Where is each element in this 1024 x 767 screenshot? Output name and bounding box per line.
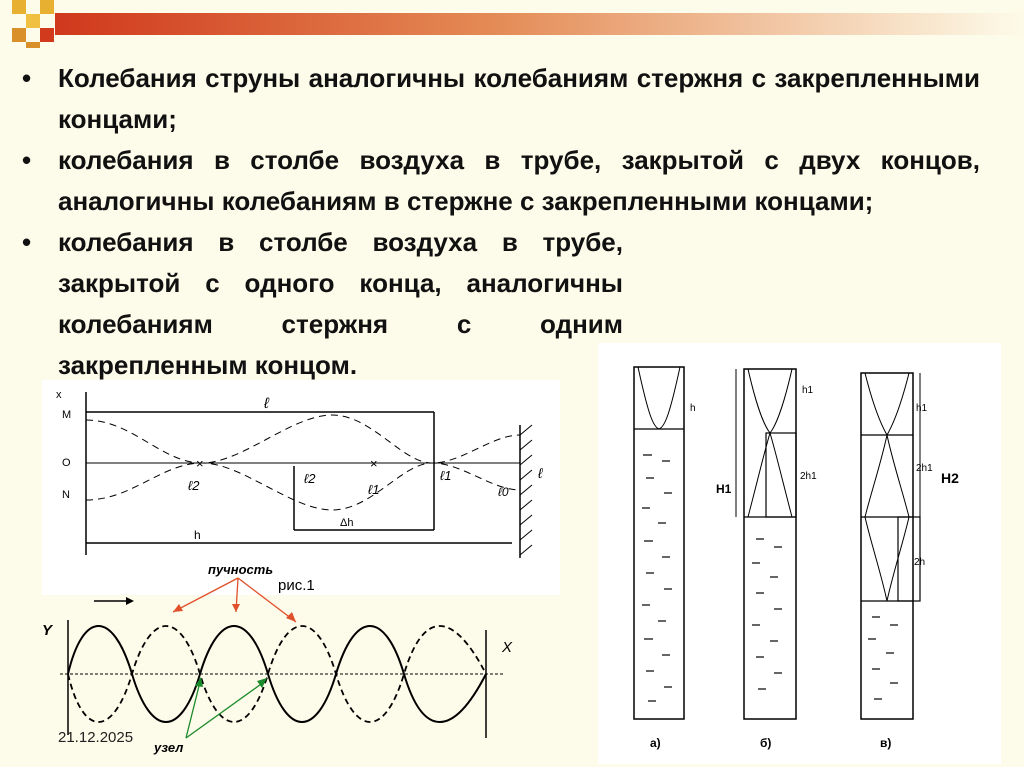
tube-c-2h1-label: 2h1	[916, 463, 933, 474]
figure-caption: рис.1	[278, 577, 315, 594]
node-label: узел	[154, 740, 184, 755]
tube-c-water-marks	[868, 617, 898, 699]
l-end-label: ℓ	[538, 465, 543, 481]
l1-label-a: ℓ1	[368, 482, 380, 497]
tube-c-label: в)	[880, 736, 892, 750]
tube-b-mode-2	[748, 369, 792, 517]
node-mark-2: ×	[370, 456, 378, 471]
tube-a-h-label: h	[690, 403, 696, 414]
node-arrowheads	[195, 677, 267, 688]
length-label-top: ℓ	[264, 395, 269, 412]
bullet-item-1	[22, 58, 980, 140]
antinode-arrowheads	[173, 604, 296, 622]
tube-a	[634, 367, 684, 719]
label-m: M	[62, 409, 72, 421]
tube-c-mode-1	[865, 373, 909, 601]
dh-label: Δh	[340, 517, 354, 529]
antinode-label: пучность	[208, 562, 274, 577]
axis-x-label: x	[56, 389, 62, 401]
bullet-symbol: •	[22, 145, 32, 175]
header-square-2	[40, 0, 54, 14]
tube-b-2h1-label: 2h1	[800, 471, 817, 482]
l0-label: ℓ0	[498, 485, 509, 499]
tube-c-h1-label: h1	[916, 403, 928, 414]
tube-c	[861, 373, 913, 719]
header-square-4	[12, 28, 26, 42]
tube-b-H1-label: H1	[716, 482, 732, 496]
node-mark-1: ×	[196, 456, 204, 471]
wall-hatch	[520, 425, 532, 555]
header-square-6	[26, 42, 40, 48]
air-column-figure	[598, 343, 1001, 764]
antinode-arrows	[173, 578, 296, 622]
tube-b-water-marks	[752, 539, 782, 689]
tube-b-label: б)	[760, 736, 772, 750]
l2-box-label: ℓ2	[304, 471, 316, 486]
bullet-symbol: •	[22, 63, 32, 93]
l1-label-b: ℓ1	[440, 468, 452, 483]
tube-c-mode-2	[865, 373, 909, 601]
tube-a-water-marks	[642, 455, 672, 701]
bullet-symbol: •	[22, 227, 32, 257]
tube-b-h1-label: h1	[802, 385, 814, 396]
bullet-list	[22, 58, 980, 386]
bullet-item-2	[22, 140, 980, 222]
length-label-bottom: h	[194, 528, 201, 542]
tube-b-mode-1	[748, 369, 792, 517]
tube-b	[744, 369, 796, 719]
slide-date: 21.12.2025	[58, 729, 134, 746]
header-gradient-bar	[55, 13, 1024, 35]
l2-left-label: ℓ2	[188, 478, 200, 493]
header-decoration	[0, 0, 1024, 48]
header-square-3	[26, 14, 40, 28]
direction-arrowhead	[126, 597, 134, 605]
header-square-5	[40, 28, 54, 42]
dashed-wave-upper	[86, 415, 520, 463]
label-n: N	[62, 489, 70, 501]
label-o: O	[62, 457, 71, 469]
bullet-text: колебания в столбе воздуха в трубе, закрытой с двух концов, аналогичны колебаниям в стержне с закрепленными концами;	[58, 145, 980, 216]
dashed-wave-lower	[86, 463, 520, 510]
tube-c-2h-label: 2h	[914, 557, 926, 568]
tube-a-label: а)	[650, 736, 661, 750]
axis-y-label: Y	[42, 622, 53, 639]
tube-a-mode	[638, 367, 680, 429]
axis-x-label: X	[502, 639, 513, 656]
bullet-text: Колебания струны аналогичны колебаниям стержня с закрепленными концами;	[58, 63, 980, 134]
bullet-text: колебания в столбе воздуха в трубе, закрытой с одного конца, аналогичны колебаниям стержня с одним закрепленным концом.	[58, 227, 623, 380]
tube-c-H2-label: H2	[941, 470, 959, 486]
header-square-1	[12, 0, 26, 14]
